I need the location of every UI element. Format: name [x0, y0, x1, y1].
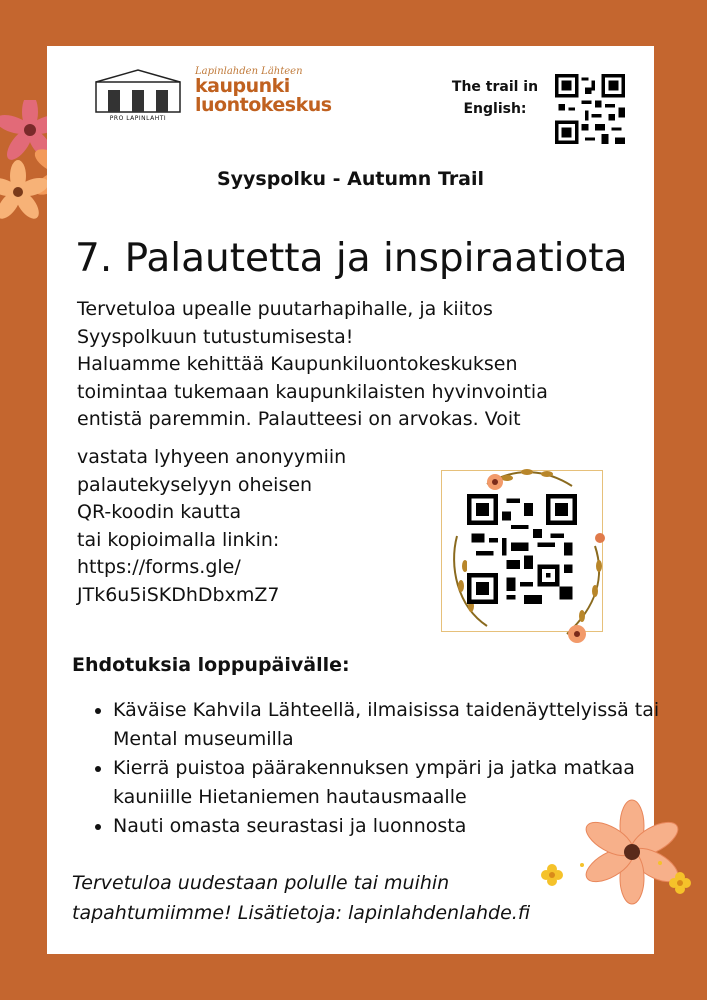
list-item: • Kierrä puistoa päärakennuksen ympäri ja jatka matkaa kauniille Hietaniemen hautausmaalle: [113, 754, 673, 812]
logo-line-2: luontokeskus: [195, 94, 332, 116]
list-item: • Käväise Kahvila Lähteellä, ilmaisissa taidenäyttelyissä tai Mental museumilla: [113, 696, 673, 754]
page-title: 7. Palautetta ja inspiraatiota: [75, 236, 628, 281]
feedback-qr-icon[interactable]: [467, 494, 577, 604]
feedback-text: [77, 444, 407, 609]
logo-small-text: Lapinlahden Lähteen: [195, 66, 303, 77]
closing-text: Tervetuloa uudestaan polulle tai muihin tapahtumiimme! Lisätietoja: lapinlahdenlahde.fi: [72, 872, 531, 924]
intro-line: Syyspolkuun tutustumisesta!: [77, 325, 354, 348]
feedback-link-part-2[interactable]: JTk6u5iSKDhDbxmZ7: [77, 583, 280, 606]
pro-lapinlahti-logo: [92, 68, 184, 126]
feedback-line: tai kopioimalla linkin:: [77, 528, 280, 551]
trail-subtitle: Syyspolku - Autumn Trail: [216, 168, 485, 190]
intro-line: entistä paremmin. Palautteesi on arvokas. Voit: [77, 408, 521, 430]
logo-line-1: kaupunki: [195, 75, 290, 97]
suggestions-heading: Ehdotuksia loppupäivälle:: [72, 654, 350, 676]
building-icon: [92, 68, 184, 114]
kaupunkiluontokeskus-logo: [195, 66, 355, 136]
feedback-line: palautekyselyyn oheisen: [77, 473, 313, 496]
intro-line: Haluamme kehittää Kaupunkiluontokeskuksen: [77, 353, 518, 375]
small-flowers-icon: [530, 855, 700, 915]
logo-caption: PRO LAPINLAHTI: [109, 115, 167, 122]
intro-line: toimintaa tukemaan kaupunkilaisten hyvinvointia: [77, 380, 548, 403]
intro-line: Tervetuloa upealle puutarhapihalle, ja kiitos: [77, 298, 493, 320]
feedback-line: QR-koodin kautta: [77, 501, 242, 523]
feedback-link-part-1[interactable]: https://forms.gle/: [77, 556, 241, 578]
english-trail-qr-icon[interactable]: [555, 74, 625, 144]
feedback-line: vastata lyhyeen anonyymiin: [77, 446, 347, 468]
intro-text: [77, 296, 637, 434]
trail-english-label: The trail in English:: [451, 79, 539, 117]
list-item: • Nauti omasta seurastasi ja luonnosta: [113, 812, 673, 841]
